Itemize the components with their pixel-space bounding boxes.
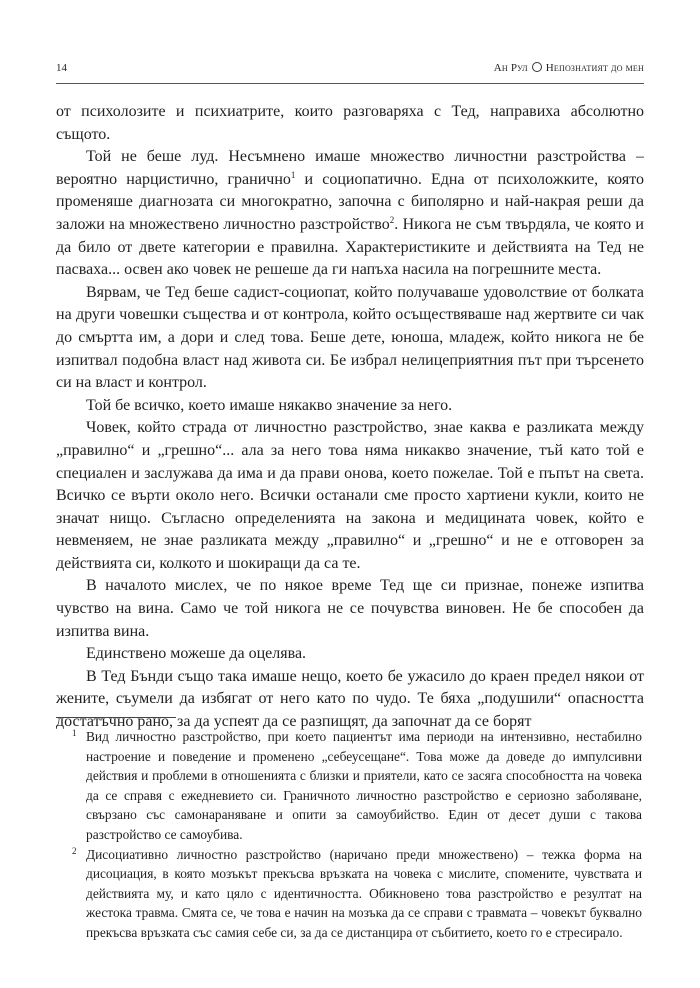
paragraph: Единствено можеше да оцелява. xyxy=(86,645,307,663)
paragraph: В Тед Бънди също така имаше нещо, което бе ужасило до краен предел някои от жените, съумели да избягат от него като по чудо. Те бяха „подушили“ опасността достатъчно рано, за да успеят да се разпищят, да започнат да се борят xyxy=(56,667,644,731)
body-text xyxy=(56,101,644,734)
footnote-rule xyxy=(56,717,176,718)
running-title xyxy=(494,62,644,74)
footnote-number: 2 xyxy=(72,845,77,856)
footnotes xyxy=(72,727,642,943)
paragraph-text: . Никога не съм твърдяла, че която и да било от двете категории е правилна. Характеристиките и действията на Тед не пасваха... освен ако човек не решеше да ги напъха насила на погрешните места. xyxy=(56,215,644,279)
page-number: 14 xyxy=(56,62,67,74)
footnote-text: Вид личностно разстройство, при което пациентът има периоди на интензивно, нестабилно настроение и поведение и променено „себеусещане“. Това може да доведе до импулсивни действия и проблеми в отношенията с близки и приятели, като се засяга способността на човека да се справя с ежедневието си. Граничното личностно разстройство е сериозно заболяване, свързано със самонараняване и опити за самоубийство. Един от десет души с такова разстройство се самоубива. xyxy=(86,729,642,842)
running-header xyxy=(56,62,644,78)
footnote-marker[interactable]: 1 xyxy=(290,169,296,180)
footnote-text: Дисоциативно личностно разстройство (наричано преди множествено) – тежка форма на дисоциация, в която мозъкът прекъсва връзката на човека с мислите, спомените, чувствата и действията му, и като цяло с идентичността. Обикновено това разстройство е резултат на жестока травма. Смята се, че това е начин на мозъка да се справи с травмата – човекът буквално прекъсва връзката със самия себе си, за да се дистанцира от събитието, което го е стресирало. xyxy=(86,846,642,940)
paragraph-text: и социопатично. Една от психоложките, която променяше диагнозата си многократно, започна с биполярно и най-накрая реши да заложи на множествено личностно разстройство xyxy=(56,170,645,233)
paragraph: от психолозите и психиатрите, които разговаряха с Тед, направиха абсолютно същото. xyxy=(56,103,644,143)
circle-separator-icon xyxy=(532,62,542,72)
paragraph: Вярвам, че Тед беше садист-социопат, който получаваше удоволствие от болката на други човешки същества и от контрола, който осъществяваше над жертвите си чак до смъртта им, а дори и след това. Беше дете, юноша, младеж, който никога не бе изпитвал подобна власт над живота си. Бе избрал нелицеприятния път при търсенето си на власт и контрол. xyxy=(56,283,644,392)
paragraph: Човек, който страда от личностно разстройство, знае каква е разликата между „правилно“ и „грешно“... ала за него това няма никакво значение, тъй като той е специален и заслужава да има и да прави онова, което пожелае. Той е пъпът на света. Всичко се върти около него. Всички останали сме просто хартиени кукли, които не значат нищо. Съгласно определенията на закона и медицината човек, който е невменяем, не знае разликата между „правилно“ и „грешно“ и не е отговорен за действията си, колкото и шокиращи да са те. xyxy=(56,419,644,572)
paragraph: Той бе всичко, което имаше някакво значение за него. xyxy=(86,396,453,414)
footnote xyxy=(72,727,642,845)
header-rule xyxy=(56,83,644,84)
paragraph xyxy=(56,146,644,282)
footnote-number: 1 xyxy=(72,728,77,738)
paragraph: В началото мислех, че по някое време Тед ще си признае, понеже изпитва чувство на вина. Само че той никога не се почувства виновен. Не бе способен да изпитва вина. xyxy=(56,577,644,640)
paragraph-text: Той не беше луд. Несъмнено имаше множество личностни разстройства – вероятно нарцистично, гранично xyxy=(56,148,644,188)
author-name: Ан Рул xyxy=(493,62,528,74)
book-title: Непознатият до мен xyxy=(545,62,644,74)
footnote xyxy=(72,845,642,943)
footnote-marker[interactable]: 2 xyxy=(389,214,395,225)
